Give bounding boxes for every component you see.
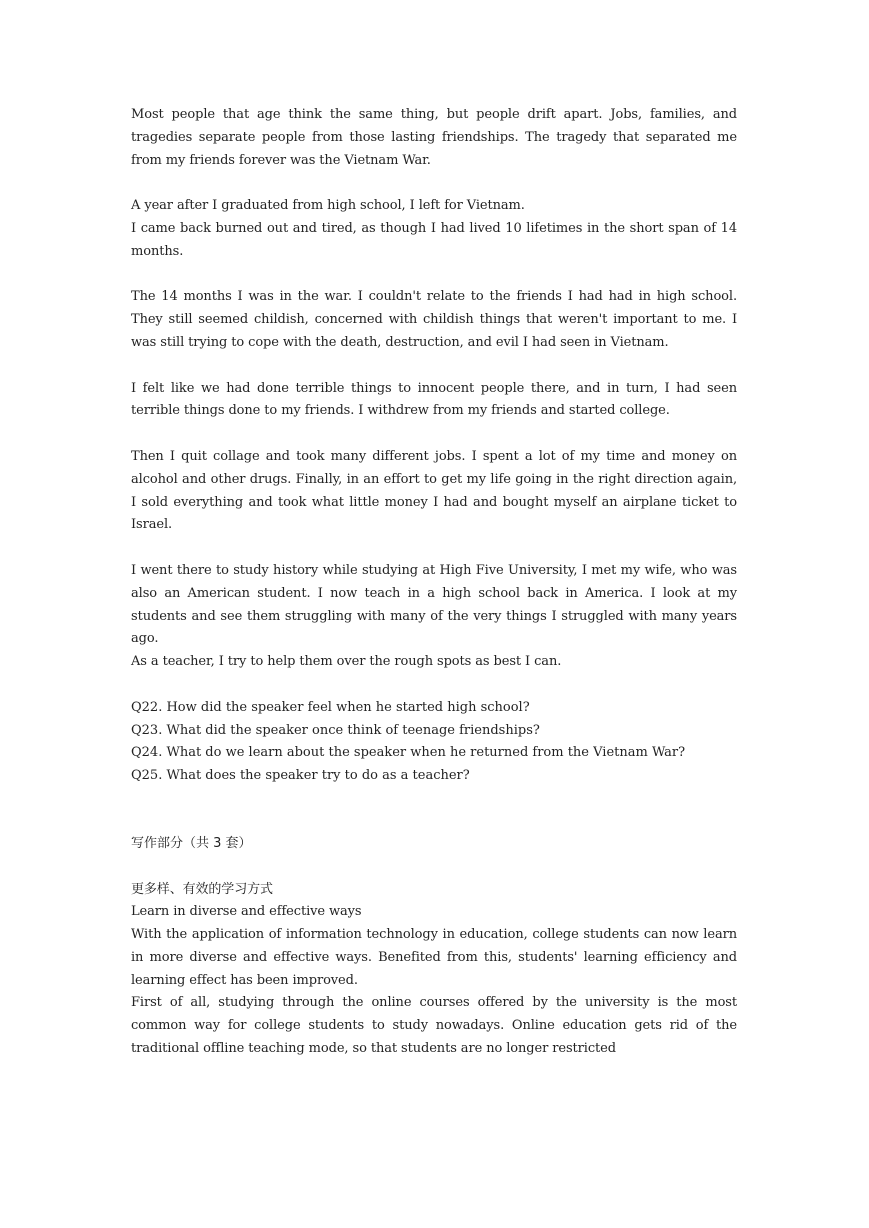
passage-text: I went there to study history while studying at High Five University, I met my wife, who was also an American student. I now teach in a high school back in America. I look at my students and see them struggling with many of the very things I struggled with many years ago.: [131, 562, 737, 647]
passage-text: Then I quit collage and took many different jobs. I spent a lot of my time and money on alcohol and other drugs. Finally, in an effort to get my life going in the right direction again, I sold everything and took what little money I had and bought myself an airplane ticket to Israel.: [131, 448, 737, 533]
essay-paragraph: With the application of information technology in education, college students can now learn in more diverse and effective ways. Benefited from this, students' learning efficiency and learning effect has been improved.: [131, 927, 737, 988]
passage-text: As a teacher, I try to help them over the rough spots as best I can.: [131, 654, 562, 670]
passage-paragraph-3: [131, 286, 737, 354]
question-item: Q24. What do we learn about the speaker when he returned from the Vietnam War?: [131, 745, 686, 761]
document-page: [131, 104, 737, 1061]
question-item: Q25. What does the speaker try to do as a teacher?: [131, 768, 470, 784]
question-item: Q23. What did the speaker once think of teenage friendships?: [131, 722, 540, 738]
question-item: Q22. How did the speaker feel when he started high school?: [131, 699, 530, 715]
essay-title-english: Learn in diverse and effective ways: [131, 904, 362, 920]
essay: [131, 879, 737, 1061]
passage-paragraph-2: [131, 195, 737, 263]
passage-paragraph-5: [131, 446, 737, 537]
essay-paragraph: First of all, studying through the online courses offered by the university is the most common way for college students to study nowadays. Online education gets rid of the traditional offline teaching mode, so that students are no longer restricted: [131, 995, 737, 1057]
passage-paragraph-1: [131, 104, 737, 172]
passage-paragraph-4: [131, 378, 737, 424]
passage-text: The 14 months I was in the war. I couldn't relate to the friends I had had in high school. They still seemed childish, concerned with childish things that weren't important to me. I was still trying to cope with the death, destruction, and evil I had seen in Vietnam.: [131, 289, 737, 350]
writing-section-heading: 写作部分（共 3 套）: [131, 835, 252, 851]
passage-text: A year after I graduated from high school, I left for Vietnam.: [131, 198, 525, 214]
passage-text: Most people that age think the same thing, but people drift apart. Jobs, families, and tragedies separate people from those lasting friendships. The tragedy that separated me from my friends forever was the Vietnam War.: [131, 107, 737, 168]
passage-text: I felt like we had done terrible things to innocent people there, and in turn, I had seen terrible things done to my friends. I withdrew from my friends and started college.: [131, 380, 737, 419]
passage-paragraph-6: [131, 560, 737, 674]
essay-title-chinese: 更多样、有效的学习方式: [131, 881, 273, 897]
question-list: [131, 697, 737, 788]
passage-text: I came back burned out and tired, as though I had lived 10 lifetimes in the short span of 14 months.: [131, 220, 737, 259]
